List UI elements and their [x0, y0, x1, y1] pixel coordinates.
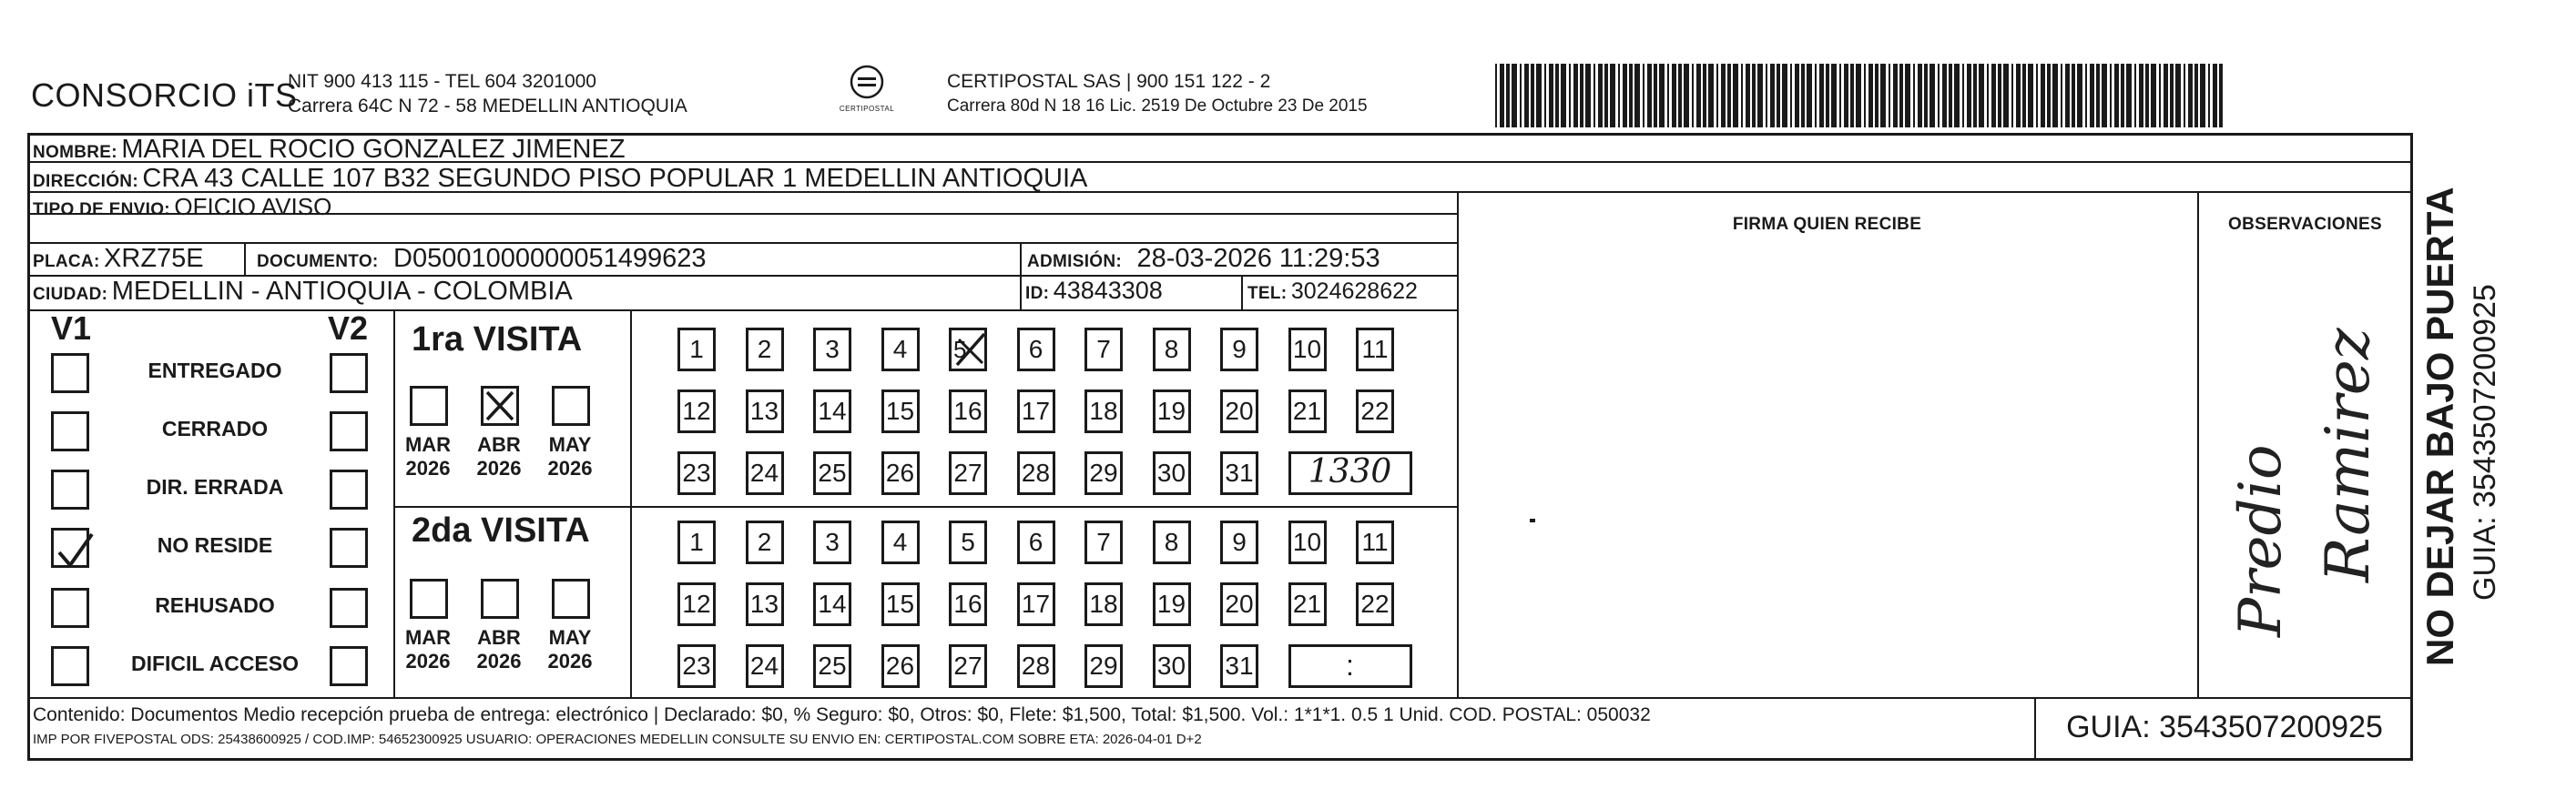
- day-cell[interactable]: 11: [1356, 521, 1394, 564]
- barcode-bar: [1918, 64, 1922, 127]
- day-cell[interactable]: 1: [677, 521, 716, 564]
- handwritten-firma: Predio: [2227, 444, 2295, 637]
- barcode-bar: [1880, 64, 1886, 127]
- barcode-bar: [1899, 64, 1903, 127]
- barcode-bar: [1593, 64, 1595, 127]
- barcode-bar: [2126, 64, 2132, 127]
- month-checkbox[interactable]: [552, 386, 590, 426]
- carrier-address: Carrera 80d N 18 16 Lic. 2519 De Octubre 23 De 2015: [947, 96, 1368, 116]
- barcode-bar: [1962, 64, 1964, 127]
- tipo-label: TIPO DE ENVIO:: [33, 200, 170, 219]
- signature-dot: [1530, 519, 1535, 522]
- status-label: CERRADO: [161, 417, 269, 440]
- day-cell[interactable]: 16: [949, 389, 987, 433]
- month-name: ABR: [477, 433, 521, 456]
- barcode-bar: [1954, 64, 1960, 127]
- barcode-bar: [1856, 64, 1861, 127]
- admision-field: [1027, 244, 1380, 274]
- barcode-bar: [1777, 64, 1780, 127]
- barcode-bar: [1938, 64, 1940, 127]
- barcode-bar: [1905, 64, 1910, 127]
- barcode-bar: [1618, 64, 1620, 127]
- day-cell[interactable]: 6: [1017, 328, 1055, 371]
- v2-checkbox[interactable]: [330, 528, 368, 568]
- barcode-bar: [2188, 64, 2193, 127]
- placa-field: [33, 244, 204, 274]
- barcode-bar: [1987, 64, 1989, 127]
- day-cell[interactable]: 9: [1220, 521, 1258, 564]
- barcode-bar: [1991, 64, 1996, 127]
- time-cell[interactable]: 1330: [1288, 451, 1412, 495]
- tel-field: [1247, 278, 1418, 305]
- id-label: ID:: [1025, 284, 1050, 303]
- status-label: DIFICIL ACCESO: [130, 652, 299, 675]
- day-cell[interactable]: 17: [1017, 389, 1055, 433]
- month-label: [543, 626, 597, 673]
- barcode-bar: [2065, 64, 2070, 127]
- day-cell[interactable]: 4: [881, 521, 920, 564]
- barcode-bar: [1569, 64, 1571, 127]
- month-label: [472, 433, 526, 480]
- barcode-bar: [1967, 64, 1971, 127]
- day-cell[interactable]: 1: [677, 328, 716, 371]
- barcode-bar: [1839, 64, 1841, 127]
- nombre-value: MARIA DEL ROCIO GONZALEZ JIMENEZ: [121, 135, 626, 164]
- barcode-bar: [2114, 64, 2119, 127]
- barcode-bar: [2072, 64, 2075, 127]
- barcode-bar: [1524, 64, 1529, 127]
- barcode-bar: [1634, 64, 1640, 127]
- company-info: [288, 69, 687, 118]
- month-checkbox[interactable]: [552, 579, 590, 619]
- month-name: MAY: [548, 433, 592, 456]
- barcode-bar: [1561, 64, 1566, 127]
- day-cell[interactable]: 27: [949, 451, 987, 495]
- month-name: MAY: [548, 626, 592, 649]
- barcode-bar: [1629, 64, 1633, 127]
- month-label: [472, 626, 526, 673]
- barcode-bar: [2213, 64, 2217, 127]
- no-dejar-bajo-puerta: NO DEJAR BAJO PUERTA: [2418, 187, 2461, 666]
- barcode-bar: [2102, 64, 2107, 127]
- v2-checkbox[interactable]: [330, 470, 368, 510]
- barcode-bar: [2175, 64, 2181, 127]
- tipo-value: OFICIO AVISO: [174, 193, 332, 220]
- day-cell[interactable]: 29: [1084, 644, 1123, 688]
- barcode-bar: [1684, 64, 1689, 127]
- day-cell[interactable]: 3: [813, 328, 851, 371]
- day-cell[interactable]: 20: [1220, 389, 1258, 433]
- barcode-bar: [1819, 64, 1824, 127]
- barcode-bar: [1721, 64, 1726, 127]
- day-cell[interactable]: 19: [1153, 389, 1191, 433]
- day-cell[interactable]: 24: [746, 644, 784, 688]
- id-value: 43843308: [1053, 277, 1163, 304]
- barcode-bar: [1727, 64, 1731, 127]
- v1-checkbox[interactable]: [51, 470, 89, 510]
- barcode-bar: [1949, 64, 1952, 127]
- barcode-bar: [1555, 64, 1559, 127]
- direccion-label: DIRECCIÓN:: [33, 172, 138, 191]
- barcode-bar: [2200, 64, 2205, 127]
- day-cell[interactable]: 31: [1220, 644, 1258, 688]
- barcode-bar: [1659, 64, 1665, 127]
- day-cell[interactable]: 4: [881, 328, 920, 371]
- day-cell[interactable]: 26: [881, 451, 920, 495]
- month-name: MAR: [404, 433, 452, 456]
- nombre-row: [33, 135, 626, 165]
- barcode-bar: [1544, 64, 1546, 127]
- barcode-bar: [1801, 64, 1805, 127]
- tel-label: TEL:: [1247, 284, 1288, 303]
- barcode-bar: [2022, 64, 2026, 127]
- month-year: 2026: [476, 457, 522, 480]
- barcode-bar: [1692, 64, 1694, 127]
- v1-checkbox[interactable]: [51, 411, 89, 451]
- day-cell[interactable]: 18: [1084, 582, 1123, 626]
- month-year: 2026: [547, 457, 593, 480]
- barcode-bar: [2219, 64, 2223, 127]
- month-label: [401, 626, 455, 673]
- barcode-bar: [1741, 64, 1743, 127]
- admision-label: ADMISIÓN:: [1027, 252, 1123, 271]
- v1-checkbox[interactable]: [51, 588, 89, 628]
- barcode-bar: [1703, 64, 1706, 127]
- visit2-title: 2da VISITA: [412, 511, 590, 550]
- barcode-bar: [2052, 64, 2058, 127]
- barcode-bar: [1506, 64, 1510, 127]
- barcode-bar: [1585, 64, 1591, 127]
- month-checkbox[interactable]: [410, 579, 448, 619]
- day-cell[interactable]: 28: [1017, 644, 1055, 688]
- status-label: REHUSADO: [155, 593, 275, 617]
- handwritten-observacion: Ramirez: [2313, 328, 2383, 582]
- company-nit: NIT 900 413 115 - TEL 604 3201000: [288, 71, 596, 92]
- barcode-bar: [1807, 64, 1812, 127]
- barcode-bar: [2096, 64, 2100, 127]
- barcode-bar: [1647, 64, 1652, 127]
- documento-value: D05001000000051499623: [393, 244, 707, 273]
- day-cell[interactable]: 12: [677, 582, 716, 626]
- barcode-bar: [2170, 64, 2174, 127]
- barcode-bar: [1973, 64, 1977, 127]
- barcode-bar: [1643, 64, 1644, 127]
- barcode-bar: [1864, 64, 1866, 127]
- barcode-bar: [2110, 64, 2112, 127]
- barcode-bar: [2121, 64, 2124, 127]
- carrier-logo: [838, 64, 896, 120]
- v2-header: V2: [328, 309, 369, 347]
- month-name: ABR: [477, 626, 521, 649]
- barcode-bar: [1604, 64, 1608, 127]
- barcode-bar: [2036, 64, 2038, 127]
- day-cell[interactable]: 6: [1017, 521, 1055, 564]
- barcode-bar: [2134, 64, 2136, 127]
- barcode-bar: [1716, 64, 1718, 127]
- barcode-bar: [2041, 64, 2045, 127]
- barcode-bar: [1667, 64, 1669, 127]
- barcode-bar: [2028, 64, 2033, 127]
- day-cell[interactable]: 17: [1017, 582, 1055, 626]
- day-cell[interactable]: 23: [677, 451, 716, 495]
- barcode-bar: [1520, 64, 1522, 127]
- month-year: 2026: [547, 650, 593, 673]
- barcode-bar: [1573, 64, 1578, 127]
- month-label: [543, 433, 597, 480]
- footer-guia: GUIA: 3543507200925: [2066, 710, 2383, 744]
- day-cell[interactable]: 9: [1220, 328, 1258, 371]
- barcode-bar: [1696, 64, 1701, 127]
- day-cell[interactable]: 10: [1288, 328, 1327, 371]
- v1-header: V1: [51, 309, 92, 347]
- month-year: 2026: [405, 457, 451, 480]
- month-label: [401, 433, 455, 480]
- barcode-bar: [1826, 64, 1829, 127]
- barcode-bar: [1733, 64, 1738, 127]
- footer-imp: IMP POR FIVEPOSTAL ODS: 25438600925 / COD.IMP: 54652300925 USUARIO: OPERACIONES MEDELLIN CONSULTE SU ENVIO EN: CERTIPOSTAL.COM SOBRE ETA: 2026-04-01 D+2: [33, 732, 1202, 747]
- day-cell[interactable]: 12: [677, 389, 716, 433]
- barcode-bar: [2151, 64, 2156, 127]
- barcode-bar: [1893, 64, 1898, 127]
- ciudad-field: [33, 277, 573, 307]
- barcode-bar: [1942, 64, 1947, 127]
- carrier-name: CERTIPOSTAL SAS | 900 151 122 - 2: [947, 71, 1271, 92]
- month-year: 2026: [476, 650, 522, 673]
- footer-contenido: Contenido: Documentos Medio recepción prueba de entrega: electrónico | Declarado: $0, % Seguro: $0, Otros: $0, Flete: $1,500, Total: $1,500. Vol.: 1*1*1. 0.5 1 Unid. COD. POSTAL: 050032: [33, 704, 1651, 725]
- placa-value: XRZ75E: [104, 244, 204, 273]
- direccion-value: CRA 43 CALLE 107 B32 SEGUNDO PISO POPULAR 1 MEDELLIN ANTIOQUIA: [142, 164, 1088, 193]
- barcode-bar: [1752, 64, 1756, 127]
- barcode-bar: [2090, 64, 2094, 127]
- barcode-bar: [2139, 64, 2143, 127]
- day-cell[interactable]: 21: [1288, 389, 1327, 433]
- barcode-bar: [1708, 64, 1714, 127]
- barcode-bar: [1889, 64, 1890, 127]
- barcode-bar: [1795, 64, 1799, 127]
- v2-checkbox[interactable]: [330, 588, 368, 628]
- day-cell[interactable]: 24: [746, 451, 784, 495]
- v2-checkbox[interactable]: [330, 411, 368, 451]
- barcode-bar: [1757, 64, 1763, 127]
- barcode-bar: [2016, 64, 2021, 127]
- barcode-bar: [2085, 64, 2087, 127]
- time-cell[interactable]: :: [1288, 644, 1412, 688]
- v1-checkbox[interactable]: [51, 528, 89, 568]
- v1-checkbox[interactable]: [51, 646, 89, 686]
- status-label: ENTREGADO: [148, 359, 282, 382]
- barcode-bar: [2047, 64, 2051, 127]
- barcode-bar: [2164, 64, 2168, 127]
- day-cell[interactable]: 2: [746, 328, 784, 371]
- carrier-info: [947, 69, 1368, 118]
- barcode-bar: [2184, 64, 2185, 127]
- barcode-bar: [1782, 64, 1787, 127]
- day-cell[interactable]: 28: [1017, 451, 1055, 495]
- barcode-bar: [1598, 64, 1603, 127]
- month-name: MAR: [404, 626, 452, 649]
- barcode-bar: [2145, 64, 2149, 127]
- barcode-bar: [1998, 64, 2001, 127]
- company-name: CONSORCIO iTS: [31, 76, 298, 114]
- barcode-bar: [1623, 64, 1627, 127]
- day-cell[interactable]: 31: [1220, 451, 1258, 495]
- barcode: [1495, 64, 2224, 127]
- tel-value: 3024628622: [1290, 278, 1418, 304]
- barcode-bar: [1500, 64, 1504, 127]
- day-cell[interactable]: 15: [881, 582, 920, 626]
- barcode-bar: [1512, 64, 1517, 127]
- barcode-bar: [1766, 64, 1767, 127]
- v2-checkbox[interactable]: [330, 353, 368, 393]
- day-cell[interactable]: 15: [881, 389, 920, 433]
- barcode-bar: [1831, 64, 1837, 127]
- barcode-bar: [2061, 64, 2062, 127]
- day-cell[interactable]: 14: [813, 582, 851, 626]
- direccion-row: [33, 164, 1087, 194]
- day-cell[interactable]: 21: [1288, 582, 1327, 626]
- carrier-logo-text: CERTIPOSTAL: [839, 105, 895, 113]
- day-cell[interactable]: 16: [949, 582, 987, 626]
- barcode-bar: [1844, 64, 1848, 127]
- day-cell[interactable]: 10: [1288, 521, 1327, 564]
- v2-checkbox[interactable]: [330, 646, 368, 686]
- barcode-bar: [1610, 64, 1615, 127]
- barcode-bar: [1770, 64, 1775, 127]
- barcode-bar: [2003, 64, 2009, 127]
- day-cell[interactable]: 2: [746, 521, 784, 564]
- admision-value: 28-03-2026 11:29:53: [1136, 244, 1380, 273]
- observaciones-header: OBSERVACIONES: [2228, 215, 2382, 234]
- day-cell[interactable]: 13: [746, 582, 784, 626]
- day-cell[interactable]: 22: [1356, 582, 1394, 626]
- day-cell[interactable]: 20: [1220, 582, 1258, 626]
- day-cell[interactable]: 8: [1153, 521, 1191, 564]
- day-cell[interactable]: 7: [1084, 328, 1123, 371]
- ciudad-label: CIUDAD:: [33, 285, 108, 304]
- month-checkbox[interactable]: [481, 386, 519, 426]
- barcode-bar: [1746, 64, 1750, 127]
- placa-label: PLACA:: [33, 252, 100, 271]
- status-label: DIR. ERRADA: [146, 475, 284, 499]
- status-label: NO RESIDE: [157, 533, 273, 557]
- day-cell[interactable]: 5: [949, 328, 987, 371]
- day-cell[interactable]: 29: [1084, 451, 1123, 495]
- month-checkbox[interactable]: [410, 386, 448, 426]
- month-year: 2026: [405, 650, 451, 673]
- barcode-bar: [2208, 64, 2210, 127]
- day-cell[interactable]: 13: [746, 389, 784, 433]
- day-cell[interactable]: 7: [1084, 521, 1123, 564]
- barcode-bar: [1536, 64, 1542, 127]
- barcode-bar: [1868, 64, 1873, 127]
- id-field: [1025, 277, 1163, 305]
- day-cell[interactable]: 25: [813, 644, 851, 688]
- day-cell[interactable]: 3: [813, 521, 851, 564]
- barcode-bar: [1495, 64, 1497, 127]
- day-cell[interactable]: 26: [881, 644, 920, 688]
- ciudad-value: MEDELLIN - ANTIOQUIA - COLOMBIA: [111, 277, 573, 306]
- month-checkbox[interactable]: [481, 579, 519, 619]
- barcode-bar: [1924, 64, 1928, 127]
- day-cell[interactable]: 30: [1153, 451, 1191, 495]
- documento-field: [257, 244, 707, 274]
- v1-checkbox[interactable]: [51, 353, 89, 393]
- day-cell[interactable]: 19: [1153, 582, 1191, 626]
- barcode-bar: [1850, 64, 1854, 127]
- barcode-bar: [1875, 64, 1879, 127]
- tipo-row: [33, 193, 331, 221]
- day-cell[interactable]: 8: [1153, 328, 1191, 371]
- day-cell[interactable]: 5: [949, 521, 987, 564]
- barcode-bar: [1678, 64, 1682, 127]
- day-cell[interactable]: 18: [1084, 389, 1123, 433]
- barcode-bar: [1815, 64, 1817, 127]
- barcode-bar: [1672, 64, 1676, 127]
- barcode-bar: [1580, 64, 1583, 127]
- visit1-title: 1ra VISITA: [412, 320, 583, 359]
- day-cell[interactable]: 30: [1153, 644, 1191, 688]
- firma-header: FIRMA QUIEN RECIBE: [1732, 215, 1922, 234]
- nombre-label: NOMBRE:: [33, 143, 117, 162]
- documento-label: DOCUMENTO:: [257, 252, 379, 271]
- barcode-bar: [1531, 64, 1534, 127]
- barcode-bar: [1790, 64, 1792, 127]
- barcode-bar: [1549, 64, 1553, 127]
- barcode-bar: [2194, 64, 2198, 127]
- day-cell[interactable]: 22: [1356, 389, 1394, 433]
- barcode-bar: [2077, 64, 2082, 127]
- day-cell[interactable]: 25: [813, 451, 851, 495]
- side-guia: GUIA: 3543507200925: [2468, 284, 2502, 601]
- company-address: Carrera 64C N 72 - 58 MEDELLIN ANTIOQUIA: [288, 96, 687, 116]
- barcode-bar: [1929, 64, 1935, 127]
- barcode-bar: [1654, 64, 1657, 127]
- barcode-bar: [2159, 64, 2161, 127]
- barcode-bar: [2011, 64, 2013, 127]
- day-cell[interactable]: 23: [677, 644, 716, 688]
- day-cell[interactable]: 14: [813, 389, 851, 433]
- day-cell[interactable]: 27: [949, 644, 987, 688]
- barcode-bar: [1979, 64, 1984, 127]
- barcode-bar: [1913, 64, 1915, 127]
- day-cell[interactable]: 11: [1356, 328, 1394, 371]
